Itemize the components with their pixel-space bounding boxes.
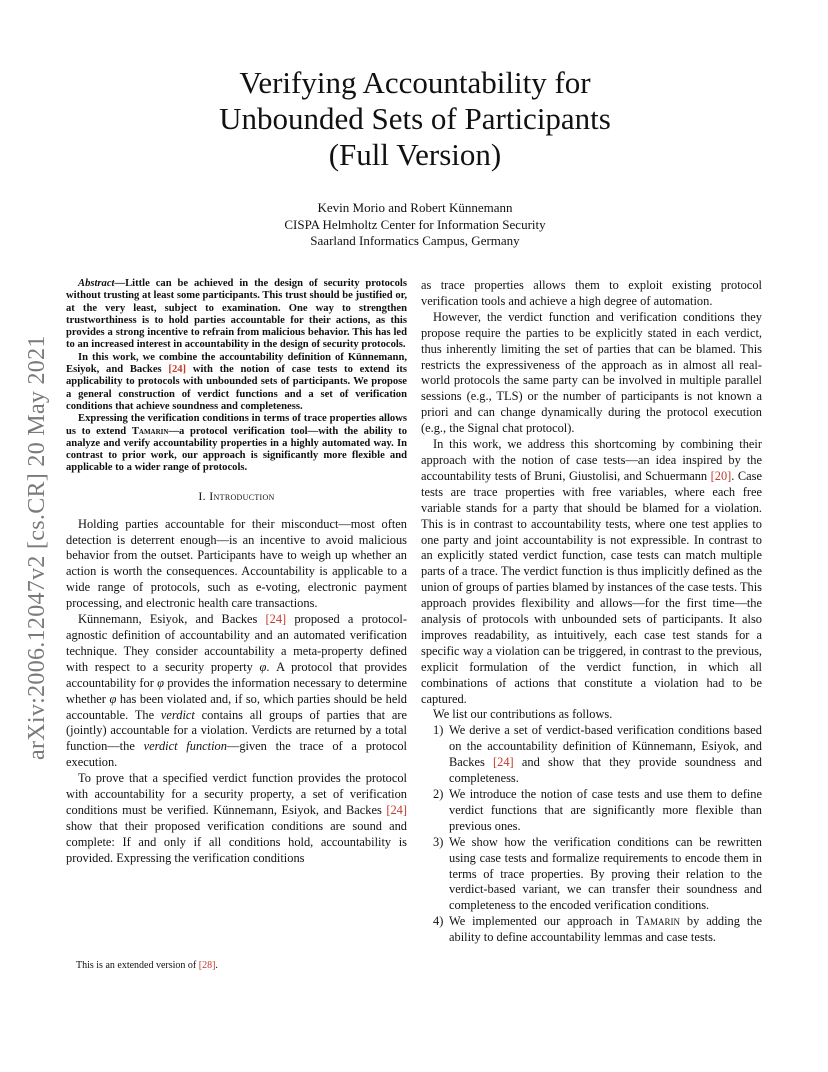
- body-paragraph-3: We list our contributions as follows.: [433, 707, 613, 722]
- abstract-paragraph-2: [66, 352, 407, 413]
- list-number: 1): [433, 723, 444, 738]
- arxiv-identifier[interactable]: arXiv:2006.12047v2 [cs.CR] 20 May 2021: [24, 335, 50, 760]
- list-number: 4): [433, 914, 444, 929]
- list-item: [421, 787, 762, 835]
- list-text: We introduce the notion of case tests and use them to define verdict functions that are significantly more flexible than previous ones.: [449, 787, 762, 833]
- body-paragraph-continued: as trace properties allows them to exploit existing protocol verification tools and achieve a high degree of automation.: [421, 278, 762, 308]
- title-line-1: Verifying Accountability for: [239, 65, 591, 100]
- citation-link[interactable]: [28]: [198, 960, 216, 971]
- abstract-text-3a: Expressing the verification conditions in terms of trace properties allows us to extend: [66, 413, 407, 437]
- footnote-text-end: .: [215, 960, 218, 971]
- list-item: [421, 914, 762, 946]
- section-title: Introduction: [209, 488, 275, 503]
- body-text-2a: In this work, we address this shortcoming by combining their approach with the notion of case tests—an idea inspired by the accountability tests of Bruni, Giustolisi, and Schuermann: [421, 437, 762, 483]
- intro-paragraph-2: [66, 612, 407, 771]
- list-number: 2): [433, 787, 444, 801]
- section-number: I.: [198, 488, 206, 503]
- left-column: [66, 278, 407, 867]
- author-names: Kevin Morio and Robert Künnemann: [317, 200, 513, 215]
- paper-title: [150, 65, 680, 173]
- intro-text-2d: provides the information necessary to determine whether: [66, 675, 407, 706]
- intro-text-2c: . A protocol that provides accountability for: [66, 659, 407, 690]
- tool-name: Tamarin: [635, 914, 681, 929]
- abstract-text-3b: —a protocol verification tool—with the ability to analyze and verify accountability properties in a highly automated way. In contrast to prior work, our approach is significantly more flexible and applicable to a wider range of protocols.: [66, 425, 407, 474]
- list-text-end: and show that they provide soundness and completeness.: [449, 755, 762, 786]
- intro-text-2f: contains all groups of parties that are (jointly) accountable for a violation. Verdicts are returned by a total function—the: [66, 707, 407, 754]
- list-number: 3): [433, 834, 444, 849]
- math-symbol: φ: [157, 675, 164, 690]
- body-paragraph-2: [421, 437, 762, 707]
- abstract-text-1: —Little can be achieved in the design of security protocols without trusting at least some participants. This trust should be justified or, at the very least, subject to examination. One way to strengthen trustworthiness is to hold parties accountable for their actions, as this provides a strong incentive to refrain from malicious behavior. This has led to an increased interest in accountability in the design of security protocols.: [66, 278, 407, 351]
- citation-link[interactable]: [24]: [265, 612, 287, 627]
- citation-link[interactable]: [20]: [710, 468, 732, 483]
- body-paragraph-1: However, the verdict function and verification conditions they propose require the parties to be explicitly stated in each verdict, thus inherently limiting the set of parties that can be blamed. This restricts the expressiveness of the approach as in almost all real-world protocols the same party can be involved in multiple parallel sessions (e.g., TLS) or the number of participants is not known a priori and can change dynamically during the protocol execution (e.g., the Signal chat protocol).: [421, 309, 762, 436]
- intro-text-3b: show that their proposed verification conditions are sound and complete: If and only if all conditions hold, accountability is provided. Expressing the verification conditions: [66, 818, 407, 865]
- right-column: [421, 278, 762, 946]
- term-verdict-function: verdict function: [143, 739, 227, 754]
- intro-text-3a: To prove that a specified verdict function provides the protocol with accountability for a security property, a set of verification conditions must be verified. Künnemann, Esiyok, and Backes: [66, 771, 407, 817]
- citation-link[interactable]: [24]: [168, 364, 187, 376]
- list-item: [421, 835, 762, 915]
- intro-text-2a: Künnemann, Esiyok, and Backes: [78, 612, 266, 627]
- footnote: [76, 960, 218, 972]
- list-text: We show how the verification conditions can be rewritten using case tests and formalize requirements to encode them in terms of trace properties. By proving their relation to the verdict-based variant, we can transfer their soundness and completeness to the encoded verification conditions.: [449, 834, 762, 913]
- title-line-3: (Full Version): [328, 137, 502, 172]
- abstract-paragraph-1: [66, 278, 407, 352]
- body-text-2b: . Case tests are trace properties with free variables, where each free variable stands for a party that should be blamed for a violation. This is in contrast to accountability tests, where one test applies to one party and joint accountability is not expressible. In contrast to an explicitly stated verdict function, case tests can match multiple parts of a trace. The verdict function is thus implicitly defined as the union of groups of parties blamed by instances of the case tests. This approach provides flexibility and allows—for the first time—the analysis of protocols with unbounded sets of participants. It also improves readability, as intuitively, each case test stands for a specific way a violation can be triggered, in contrast to the previous, explicit formulation of the verdict function, in which all combinations of actions that constitute a violation had to be captured.: [421, 468, 763, 706]
- title-line-2: Unbounded Sets of Participants: [219, 101, 611, 136]
- contributions-list: [421, 723, 762, 946]
- term-verdict: verdict: [160, 707, 195, 722]
- abstract-label: Abstract: [78, 278, 115, 289]
- list-text: We derive a set of verdict-based verification conditions based on the accountability definition of Künnemann, Esiyok, and Backes: [449, 723, 762, 770]
- list-item: [421, 723, 762, 787]
- intro-paragraph-1: Holding parties accountable for their misconduct—most often detection is deterrent enough—is an incentive to avoid malicious behavior from the outset. Participants have to weigh up whether an action is worth the consequences. Accountability is applicable to a wide range of protocols, such as e-voting, electronic payment processing, and electronic health care transactions.: [66, 516, 407, 611]
- list-text-end: by adding the ability to define accountability lemmas and case tests.: [449, 914, 762, 945]
- intro-text-2b: proposed a protocol-agnostic definition of accountability and an automated verification technique. They consider accountability a meta-property defined with respect to a security property: [66, 612, 407, 674]
- citation-link[interactable]: [24]: [493, 755, 514, 770]
- author-block: [200, 200, 630, 250]
- intro-text-2g: —given the trace of a protocol execution.: [66, 739, 407, 770]
- author-affiliation: CISPA Helmholtz Center for Information Security: [284, 216, 546, 232]
- intro-paragraph-3: [66, 771, 407, 866]
- citation-link[interactable]: [24]: [386, 802, 407, 817]
- math-symbol: φ: [109, 691, 117, 706]
- footnote-text: This is an extended version of: [76, 960, 199, 971]
- math-symbol: φ: [259, 659, 267, 674]
- abstract-text-2a: In this work, we combine the accountability definition of Künnemann, Esiyok, and Backes: [66, 351, 407, 376]
- tool-name: Tamarin: [131, 425, 169, 437]
- section-heading-introduction: [66, 489, 407, 505]
- list-text: We implemented our approach in: [449, 914, 636, 929]
- abstract-text-2b: with the notion of case tests to extend its applicability to protocols with unbounded sets of participants. We propose a general construction of verdict functions and a set of verification conditions that achieve soundness and completeness.: [66, 364, 407, 412]
- abstract-paragraph-3: [66, 413, 407, 474]
- intro-text-2e: has been violated and, if so, which parties should be held accountable. The: [66, 691, 407, 722]
- abstract: [66, 278, 407, 475]
- author-campus: Saarland Informatics Campus, Germany: [310, 233, 520, 248]
